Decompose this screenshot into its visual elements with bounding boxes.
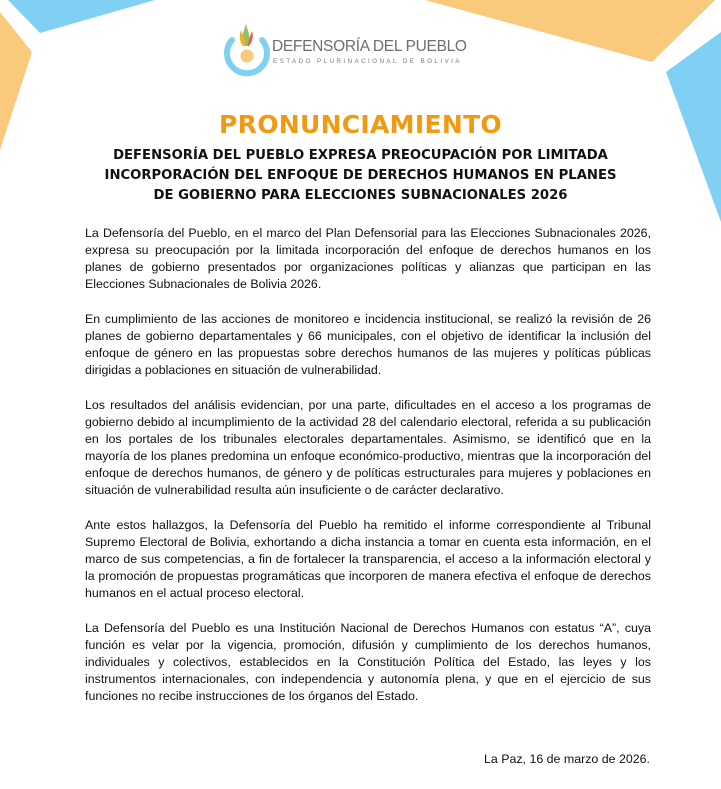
- paragraph: Ante estos hallazgos, la Defensoría del Pueblo ha remitido el informe correspondiente al Tribunal Supremo Electoral de Bolivia, exhortando a dicha instancia a tomar en cuenta esta información, en el marco de sus competencias, a fin de fortalecer la transparencia, el acceso a la información electoral y la promoción de propuestas programáticas que incorporen de manera efectiva el enfoque de derechos humanos en el actual proceso electoral.: [85, 517, 651, 601]
- logo: [222, 18, 467, 80]
- document-title: PRONUNCIAMIENTO: [219, 110, 502, 139]
- document-body: [85, 225, 651, 723]
- paragraph: La Defensoría del Pueblo, en el marco del Plan Defensorial para las Elecciones Subnacionales 2026, expresa su preocupación por la limitada incorporación del enfoque de derechos humanos en los planes de gobierno presentados por organizaciones políticas y alianzas que participan en las Elecciones Subnacionales de Bolivia 2026.: [85, 226, 651, 292]
- paragraph: En cumplimiento de las acciones de monitoreo e incidencia institucional, se realizó la revisión de 26 planes de gobierno departamentales y 66 municipales, con el objetivo de identificar la inclusión del enfoque de género en las propuestas sobre derechos humanos de las mujeres y políticas públicas dirigidas a poblaciones en situación de vulnerabilidad.: [85, 311, 651, 378]
- logo-name: DEFENSORÍA DEL PUEBLO: [272, 38, 467, 55]
- paragraph: La Defensoría del Pueblo es una Institución Nacional de Derechos Humanos con estatus “A”, cuya función es velar por la vigencia, promoción, difusión y cumplimiento de los derechos humanos, individuales y colectivos, establecidos en la Constitución Política del Estado, las leyes y los instrumentos internacionales, con independencia y autonomía plena, y que en el ejercicio de sus funciones no recibe instrucciones de los órganos del Estado.: [85, 620, 651, 704]
- logo-subtitle: ESTADO PLURINACIONAL DE BOLIVIA: [273, 58, 462, 65]
- top-right-orange-shape: [425, 0, 715, 62]
- document-subtitle: DEFENSORÍA DEL PUEBLO EXPRESA PREOCUPACIÓN POR LIMITADA INCORPORACIÓN DEL ENFOQUE DE DERECHOS HUMANOS EN PLANES DE GOBIERNO PARA ELECCIONES SUBNACIONALES 2026: [104, 148, 617, 203]
- logo-emblem-icon: [222, 18, 272, 80]
- paragraph: Los resultados del análisis evidencian, por una parte, dificultades en el acceso a los programas de gobierno debido al incumplimiento de la actividad 28 del calendario electoral, referida a su publicación en los portales de los tribunales electorales departamentales. Asimismo, se identificó que en la mayoría de los planes predomina un enfoque económico-productivo, mientras que la incorporación del enfoque de derechos humanos, de género y de políticas estructurales para mujeres y poblaciones en situación de vulnerabilidad resulta aún insuficiente o de carácter declarativo.: [85, 397, 651, 498]
- document-date: La Paz, 16 de marzo de 2026.: [483, 752, 650, 766]
- top-left-blue-shape: [8, 0, 155, 33]
